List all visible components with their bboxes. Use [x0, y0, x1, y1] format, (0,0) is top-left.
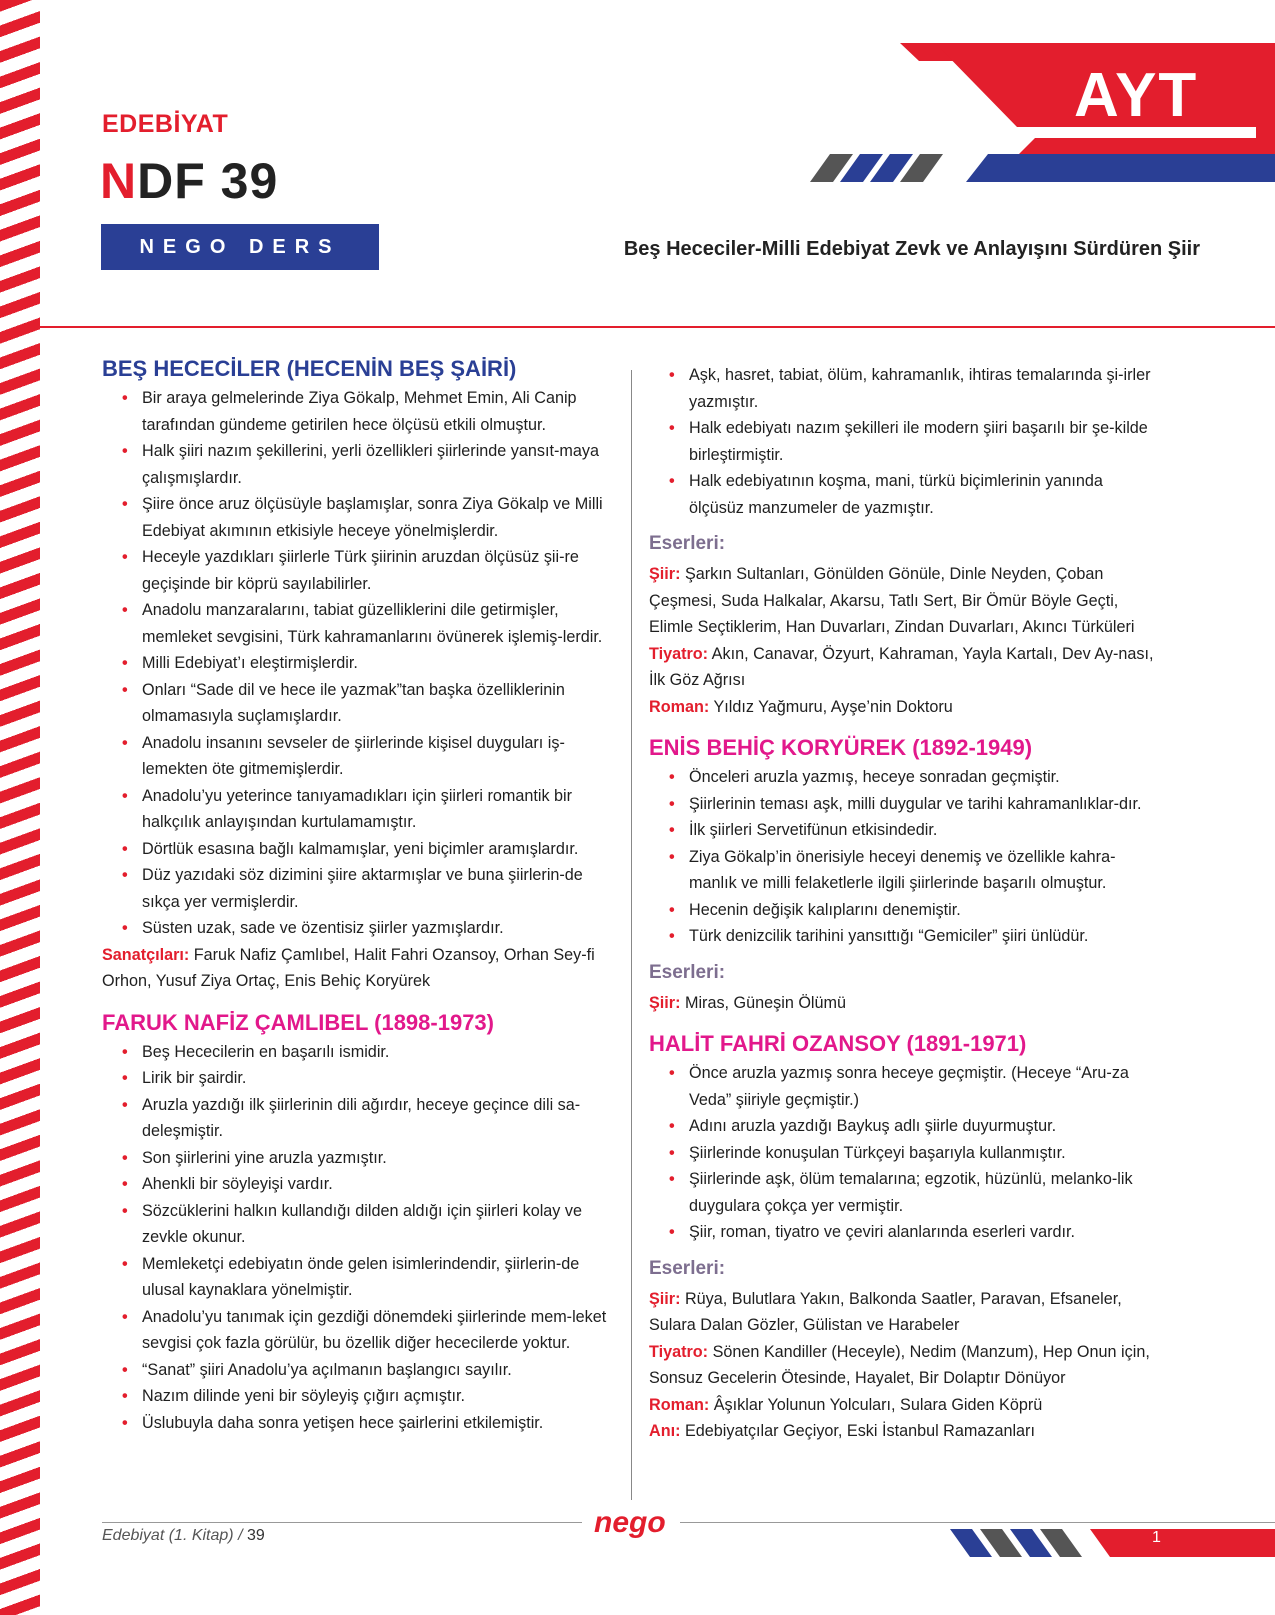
- artists-text: Faruk Nafiz Çamlıbel, Halit Fahri Ozansoy, Orhan Sey-fi Orhon, Yusuf Ziya Ortaç, Enis Behiç Koryürek: [102, 945, 595, 990]
- unit-code-rest: DF 39: [137, 153, 279, 209]
- theatre-label: Tiyatro:: [649, 1342, 709, 1361]
- list-item: • Beş Hececilerin en başarılı ismidir.: [102, 1039, 614, 1066]
- poetry-label: Şiir:: [649, 1289, 681, 1308]
- exam-label: AYT: [1074, 61, 1199, 130]
- list-item: • Düz yazıdaki söz dizimini şiire aktarmışlar ve buna şiirlerin-de sıkça yer vermişlerdir.: [102, 862, 614, 915]
- poetry-text: Şarkın Sultanları, Gönülden Gönüle, Dinle Neyden, Çoban Çeşmesi, Suda Halkalar, Akarsu, Tatlı Sert, Bir Ömür Böyle Geçti, Elimle Seçtiklerim, Han Duvarları, Zindan Duvarları, Akıncı Türküleri: [649, 565, 1135, 636]
- works-theatre: [649, 1339, 1161, 1392]
- list-item: • Üslubuyla daha sonra yetişen hece şairlerini etkilemiştir.: [102, 1410, 614, 1437]
- right-column: [649, 362, 1161, 1445]
- list-item: • Anadolu’yu tanımak için gezdiği dönemdeki şiirlerinde mem-leket sevgisi çok fazla görülür, bu özellik diğer hececilerde yoktur.: [102, 1304, 614, 1357]
- bullet-list-enis-behic: [649, 764, 1161, 950]
- works-poetry: [649, 1286, 1161, 1339]
- list-item: • Sözcüklerini halkın kullandığı dilden aldığı için şiirleri kolay ve zevkle okunur.: [102, 1198, 614, 1251]
- works-novel: [649, 1392, 1161, 1419]
- corner-banner-graphic: [800, 30, 1275, 200]
- list-item: • Önce aruzla yazmış sonra heceye geçmiştir. (Heceye “Aru-za Veda” şiiriyle geçmiştir.): [649, 1060, 1161, 1113]
- list-item: • Şiire önce aruz ölçüsüyle başlamışlar, sonra Ziya Gökalp ve Milli Edebiyat akımının etkisiyle heceye yönelmişlerdir.: [102, 491, 614, 544]
- works-theatre: [649, 641, 1161, 694]
- novel-label: Roman:: [649, 1395, 710, 1414]
- novel-label: Roman:: [649, 697, 710, 716]
- left-column: [102, 353, 614, 1436]
- page-number: 1: [1152, 1529, 1161, 1546]
- bullet-list-faruk-nafiz-cont: [649, 362, 1161, 521]
- poetry-label: Şiir:: [649, 993, 681, 1012]
- footer-book-label: [102, 1527, 265, 1545]
- list-item: • Ahenkli bir söyleyişi vardır.: [102, 1171, 614, 1198]
- section-title-faruk-nafiz: FARUK NAFİZ ÇAMLIBEL (1898-1973): [102, 1009, 494, 1035]
- list-item: • Milli Edebiyat’ı eleştirmişlerdir.: [102, 650, 614, 677]
- works-memoir: [649, 1418, 1161, 1445]
- list-item: • Şiirlerinde aşk, ölüm temalarına; egzotik, hüzünlü, melanko-lik duygulara çokça yer vermiştir.: [649, 1166, 1161, 1219]
- poetry-label: Şiir:: [649, 565, 681, 583]
- topic-title: Beş Hececiler-Milli Edebiyat Zevk ve Anlayışını Sürdüren Şiir: [623, 238, 1200, 260]
- theatre-text: Akın, Canavar, Özyurt, Kahraman, Yayla Kartalı, Dev Ay-nası, İlk Göz Ağrısı: [649, 644, 1154, 689]
- bullet-list-bes-hececiler: [102, 385, 614, 942]
- list-item: • Halk edebiyatı nazım şekilleri ile modern şiiri başarılı bir şe-kilde birleştirmiştir.: [649, 415, 1161, 468]
- poetry-text: Rüya, Bulutlara Yakın, Balkonda Saatler, Paravan, Efsaneler, Sulara Dalan Gözler, Gülistan ve Harabeler: [649, 1289, 1122, 1334]
- artists-line: [102, 942, 614, 995]
- list-item: • Son şiirlerini yine aruzla yazmıştır.: [102, 1145, 614, 1172]
- list-item: • Heceyle yazdıkları şiirlerle Türk şiirinin aruzdan ölçüsüz şii-re geçişinde bir köprü sayılabilirler.: [102, 544, 614, 597]
- works-novel: [649, 694, 1161, 721]
- unit-code-initial: N: [100, 153, 138, 209]
- banner-blue-stripe: [966, 154, 1275, 182]
- list-item: • Nazım dilinde yeni bir söyleyiş çığırı açmıştır.: [102, 1383, 614, 1410]
- list-item: • Halk şiiri nazım şekillerini, yerli özellikleri şiirlerinde yansıt-maya çalışmışlardır.: [102, 438, 614, 491]
- works-heading: Eserleri:: [649, 1257, 726, 1279]
- bullet-list-halit-fahri: [649, 1060, 1161, 1246]
- list-item: • “Sanat” şiiri Anadolu’ya açılmanın başlangıcı sayılır.: [102, 1357, 614, 1384]
- nego-logo: nego: [594, 1506, 666, 1539]
- footer-corner-graphic: [950, 1525, 1275, 1563]
- theatre-text: Sönen Kandiller (Heceyle), Nedim (Manzum), Hep Onun için, Sonsuz Gecelerin Ötesinde, Hayalet, Bir Dolaptır Dönüyor: [649, 1342, 1150, 1387]
- list-item: • Önceleri aruzla yazmış, heceye sonradan geçmiştir.: [649, 764, 1161, 791]
- theatre-label: Tiyatro:: [649, 644, 709, 663]
- list-item: • Türk denizcilik tarihini yansıttığı “Gemiciler” şiiri ünlüdür.: [649, 923, 1161, 950]
- list-item: • Halk edebiyatının koşma, mani, türkü biçimlerinin yanında ölçüsüz manzumeler de yazmıştır.: [649, 468, 1161, 521]
- list-item: • Lirik bir şairdir.: [102, 1065, 614, 1092]
- list-item: • Şiir, roman, tiyatro ve çeviri alanlarında eserleri vardır.: [649, 1219, 1161, 1246]
- list-item: • Ziya Gökalp’in önerisiyle heceyi denemiş ve özellikle kahra-manlık ve milli felaketlerle ilgili şiirlerinde başarılı olmuştur.: [649, 844, 1161, 897]
- list-item: • Aruzla yazdığı ilk şiirlerinin dili ağırdır, heceye geçince dili sa-deleşmiştir.: [102, 1092, 614, 1145]
- works-poetry: [649, 990, 1161, 1017]
- list-item: • Anadolu insanını sevseler de şiirlerinde kişisel duyguları iş-lemekten öte gitmemişlerdir.: [102, 730, 614, 783]
- footer-line-left: [102, 1522, 582, 1523]
- novel-text: Âşıklar Yolunun Yolcuları, Sulara Giden Köprü: [709, 1395, 1043, 1414]
- unit-code: [100, 152, 278, 210]
- works-heading: Eserleri:: [649, 961, 726, 983]
- footer-book-page: 39: [242, 1527, 265, 1544]
- list-item: • Bir araya gelmelerinde Ziya Gökalp, Mehmet Emin, Ali Canip tarafından gündeme getirilen hece ölçüsü etkili olmuştur.: [102, 385, 614, 438]
- list-item: • Anadolu manzaralarını, tabiat güzelliklerini dile getirmişler, memleket sevgisini, Türk kahramanlarını övünerek işlemiş-lerdir.: [102, 597, 614, 650]
- works-poetry: [649, 561, 1161, 641]
- list-item: • Hecenin değişik kalıplarını denemiştir.: [649, 897, 1161, 924]
- artists-label: Sanatçıları:: [102, 945, 190, 964]
- list-item: • Dörtlük esasına bağlı kalmamışlar, yeni biçimler aramışlardır.: [102, 836, 614, 863]
- section-title-halit-fahri: HALİT FAHRİ OZANSOY (1891-1971): [649, 1031, 1027, 1056]
- header-divider: [40, 326, 1275, 328]
- list-item: • Onları “Sade dil ve hece ile yazmak”tan başka özelliklerinin olmamasıyla suçlamışlardır.: [102, 677, 614, 730]
- works-heading: Eserleri:: [649, 533, 726, 554]
- list-item: • Şiirlerinin teması aşk, milli duygular ve tarihi kahramanlıklar-dır.: [649, 791, 1161, 818]
- poetry-text: Miras, Güneşin Ölümü: [680, 993, 847, 1012]
- section-title-enis-behic: ENİS BEHİÇ KORYÜREK (1892-1949): [649, 735, 1033, 760]
- series-badge: NEGO DERS FÖYÜ: [101, 224, 379, 270]
- novel-text: Yıldız Yağmuru, Ayşe’nin Doktoru: [709, 697, 953, 716]
- memoir-text: Edebiyatçılar Geçiyor, Eski İstanbul Ramazanları: [680, 1422, 1035, 1440]
- list-item: • Süsten uzak, sade ve özentisiz şiirler yazmışlardır.: [102, 915, 614, 942]
- section-title-bes-hececiler: BEŞ HECECİLER (HECENİN BEŞ ŞAİRİ): [102, 356, 517, 381]
- list-item: • Memleketçi edebiyatın önde gelen isimlerindendir, şiirlerin-de ulusal kaynaklara yönelmiştir.: [102, 1251, 614, 1304]
- list-item: • Adını aruzla yazdığı Baykuş adlı şiirle duyurmuştur.: [649, 1113, 1161, 1140]
- list-item: • Aşk, hasret, tabiat, ölüm, kahramanlık, ihtiras temalarında şi-irler yazmıştır.: [649, 362, 1161, 415]
- footer-book-title: Edebiyat (1. Kitap) /: [102, 1527, 243, 1544]
- memoir-label: Anı:: [649, 1422, 681, 1440]
- list-item: • İlk şiirleri Servetifünun etkisindedir.: [649, 817, 1161, 844]
- page-number-tab: [1090, 1529, 1275, 1557]
- subject-title: EDEBİYAT: [102, 110, 229, 138]
- footer-line-right: [680, 1522, 1275, 1523]
- column-divider: [631, 370, 632, 1500]
- decorative-stripe-border: [0, 0, 40, 1615]
- bullet-list-faruk-nafiz: [102, 1039, 614, 1437]
- list-item: • Anadolu’yu yeterince tanıyamadıkları için şiirleri romantik bir halkçılık anlayışından kurtulamamıştır.: [102, 783, 614, 836]
- list-item: • Şiirlerinde konuşulan Türkçeyi başarıyla kullanmıştır.: [649, 1140, 1161, 1167]
